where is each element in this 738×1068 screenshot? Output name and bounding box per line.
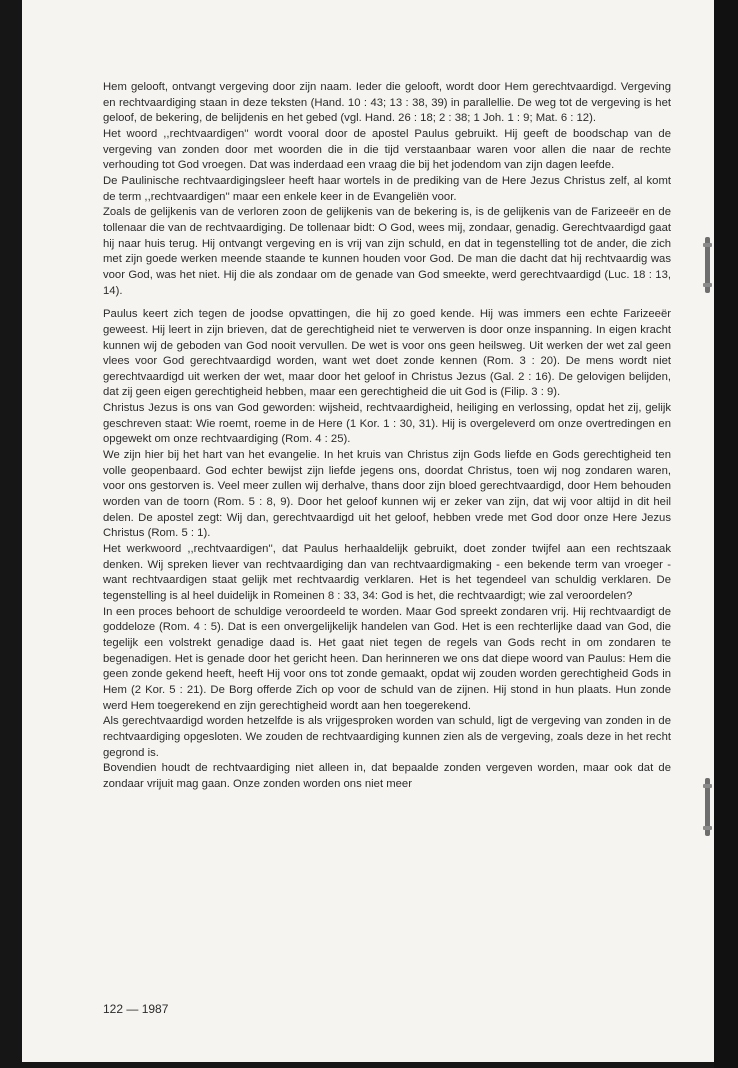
paragraph: Christus Jezus is ons van God geworden: wijsheid, rechtvaardigheid, heiliging en verlossing, opdat het zij, gelijk geschreven staat: Wie roemt, roeme in de Here (1 Kor. 1 : 30, 31). Hij is overgeleverd om onze overtredingen en opgewekt om onze rechtvaardiging (Rom. 4 : 25). — [103, 402, 671, 446]
staple-mark — [705, 778, 710, 836]
paragraph: De Paulinische rechtvaardigingsleer heeft haar wortels in de prediking van de Here Jezus Christus zelf, al komt de term ,,rechtvaardigen'' maar een enkele keer in de Evangeliën voor. — [103, 174, 671, 203]
page-number: 122 — 1987 — [103, 1002, 169, 1016]
scan-edge — [714, 0, 738, 1068]
paragraph: Het woord ,,rechtvaardigen'' wordt vooral door de apostel Paulus gebruikt. Hij geeft de boodschap van de vergeving van zonden door met woorden die in die tijd verstaanbaar waren voor allen die naar de rechte verhouding tot God vroegen. Dat was inderdaad een vraag die bij het jodendom van zijn dagen leefde. — [103, 127, 671, 172]
body-text — [103, 80, 671, 793]
paragraph: Als gerechtvaardigd worden hetzelfde is als vrijgesproken worden van schuld, ligt de vergeving van zonden in de rechtvaardiging opgesloten. We zouden de rechtvaardiging kunnen zien als de vergeving, zoals deze in het recht gegrond is. — [103, 715, 671, 759]
paragraph: Zoals de gelijkenis van de verloren zoon de gelijkenis van de bekering is, is de gelijkenis van de Farizeeër en de tollenaar die van de rechtvaardiging. De tollenaar bidt: O God, wees mij, zondaar, genadig. Gerechtvaardigd gaat hij naar huis terug. Hij ontvangt vergeving en is vrij van zijn schuld, en dat in tegenstelling tot de ander, die zich met zijn goede werken meende staande te kunnen houden voor God. De man die dacht dat hij rechtvaardig was voor God, was het niet. Hij die als zondaar om de genade van God smeekte, werd gerechtvaardigd (Luc. 18 : 13, 14). — [103, 206, 671, 297]
document-page — [22, 0, 714, 1062]
paragraph: Het werkwoord ,,rechtvaardigen'', dat Paulus herhaaldelijk gebruikt, doet zonder twijfel aan een rechtszaak denken. Wij spreken liever van rechtvaardiging dan van rechtvaardigmaking - een bekende term van vroeger - want rechtvaardigen staat gelijk met rechtvaardig verklaren. Het is het tegendeel van schuldig verklaren. De tegenstelling is al heel duidelijk in Romeinen 8 : 33, 34: God is het, die rechtvaardigt; wie zal veroordelen? — [103, 543, 671, 602]
staple-mark — [705, 237, 710, 293]
paragraph: We zijn hier bij het hart van het evangelie. In het kruis van Christus zijn Gods liefde en Gods gerechtigheid ten volle geopenbaard. God echter bewijst zijn liefde jegens ons, doordat Christus, toen wij nog zondaren waren, voor ons gestorven is. Veel meer zullen wij derhalve, thans door zijn bloed gerechtvaardigd, door Hem behouden worden van de toorn (Rom. 5 : 8, 9). Door het geloof kunnen wij er zeker van zijn, dat wij voor altijd in dit heil delen. De apostel zegt: Wij dan, gerechtvaardigd uit het geloof, hebben vrede met God door onze Here Jezus Christus (Rom. 5 : 1). — [103, 449, 671, 540]
paragraph: Paulus keert zich tegen de joodse opvattingen, die hij zo goed kende. Hij was immers een echte Farizeeër geweest. Hij leert in zijn brieven, dat de gerechtigheid niet te verwerven is door onze inspanning. In eigen kracht kunnen wij de geboden van God nooit vervullen. De wet is voor ons geen heilsweg. Uit werken der wet zal geen vlees voor God gerechtvaardigd worden, want wet doet zonde kennen (Rom. 3 : 20). De mens wordt niet gerechtvaardigd uit werken der wet, maar door het geloof in Christus Jezus (Gal. 2 : 16). De gelovigen belijden, dat zij geen eigen gerechtigheid hebben, maar een gerechtigheid die uit God is (Filip. 3 : 9). — [103, 308, 671, 399]
paragraph: Bovendien houdt de rechtvaardiging niet alleen in, dat bepaalde zonden vergeven worden, maar ook dat de zondaar vrijuit mag gaan. Onze zonden worden ons niet meer — [103, 762, 671, 790]
paragraph: In een proces behoort de schuldige veroordeeld te worden. Maar God spreekt zondaren vrij. Hij rechtvaardigt de goddeloze (Rom. 4 : 5). Dat is een onvergelijkelijk handelen van God. Het is een rechterlijke daad van God, die tegelijk een volstrekt genadige daad is. Het gaat niet tegen de regels van Gods recht in om zondaren te begenadigen. Het is genade door het gericht heen. Dan herinneren we ons dat diepe woord van Paulus: Hem die geen zonde gekend heeft, heeft Hij voor ons tot zonde gemaakt, opdat wij zouden worden gerechtigheid Gods in Hem (2 Kor. 5 : 21). De Borg offerde Zich op voor de schuld van de zijnen. Hij stond in hun plaats. Hun zonde werd Hem toegerekend en zijn gerechtigheid wordt aan hen toegerekend. — [103, 605, 671, 712]
paragraph: Hem gelooft, ontvangt vergeving door zijn naam. Ieder die gelooft, wordt door Hem gerechtvaardigd. Vergeving en rechtvaardiging staan in deze teksten (Hand. 10 : 43; 13 : 38, 39) in parallellie. De weg tot de vergeving is het geloof, de bekering, de belijdenis en het gebed (vgl. Hand. 26 : 18; 2 : 38; 1 Joh. 1 : 9; Mat. 6 : 12). — [103, 81, 671, 125]
